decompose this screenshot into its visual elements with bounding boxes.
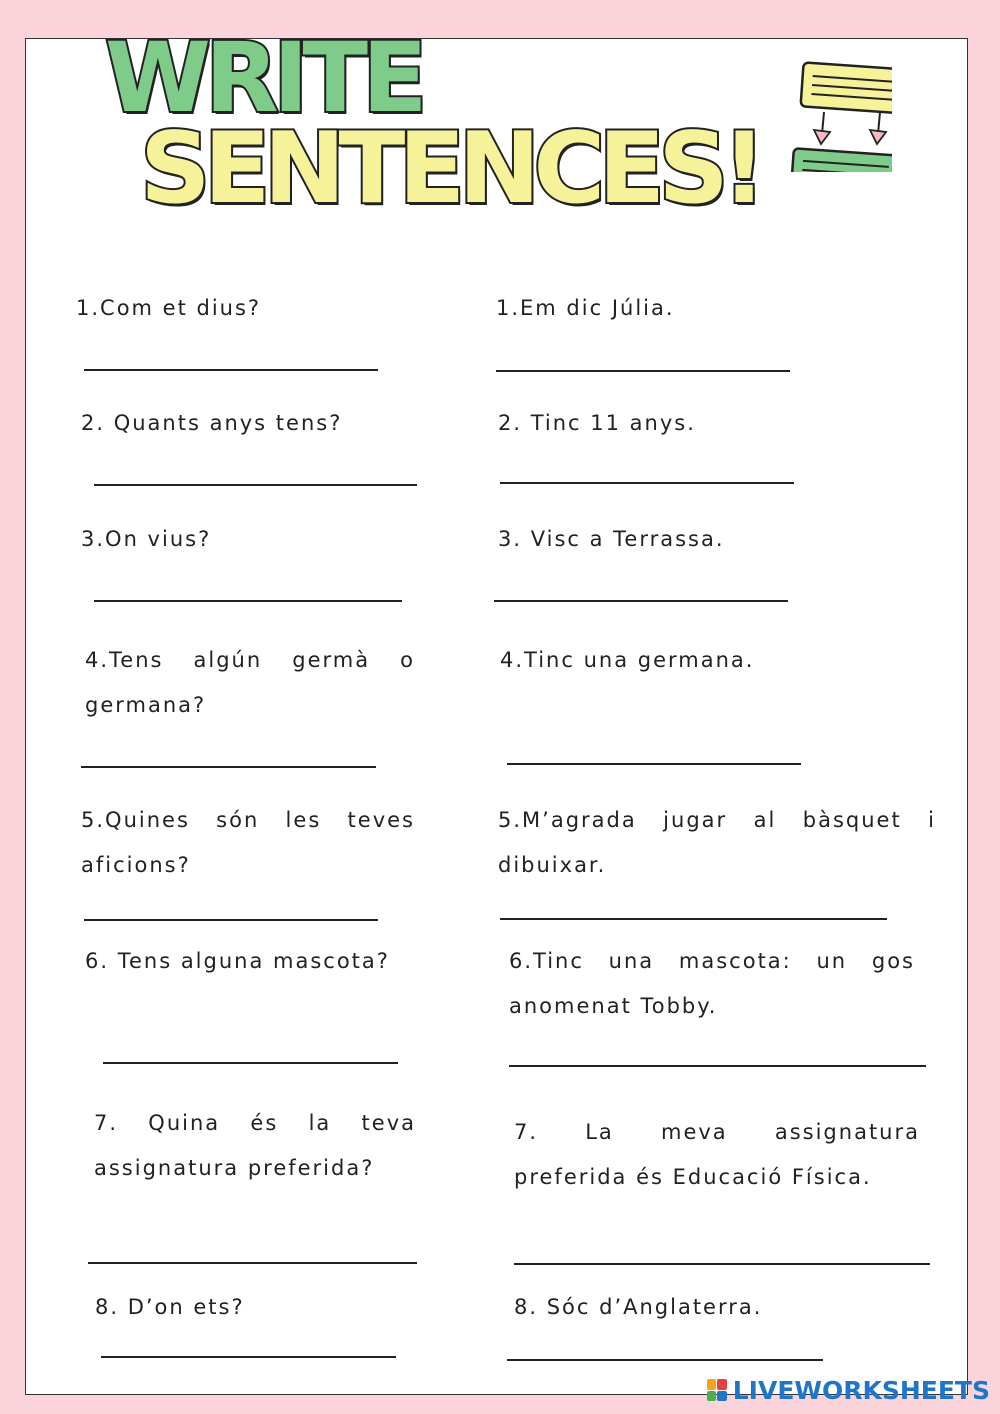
answer-8: 8. Sóc d’Anglaterra. [514,1295,763,1319]
liveworksheets-watermark [707,1374,990,1406]
question-3: 3.On vius? [81,527,212,551]
question-6: 6. Tens alguna mascota? [85,949,390,973]
writing-line-right-2[interactable] [500,482,794,484]
writing-line-left-5[interactable] [84,919,378,921]
answer-3: 3. Visc a Terrassa. [498,527,725,551]
writing-line-right-3[interactable] [494,600,788,602]
question-7: 7. Quina és la teva assignatura preferida? [94,1111,416,1180]
writing-line-right-5[interactable] [500,918,887,920]
writing-line-right-1[interactable] [496,370,790,372]
answer-2: 2. Tinc 11 anys. [498,411,696,435]
writing-line-right-4[interactable] [507,763,801,765]
sentence-transform-icon [762,22,892,172]
liveworksheets-logo-icon [707,1379,727,1401]
question-4: 4.Tens algún germà o germana? [85,648,415,717]
brand-name: LIVEWORKSHEETS [732,1375,990,1405]
writing-line-left-8[interactable] [101,1356,396,1358]
title-sentences: SENTENCES! [140,112,760,226]
writing-line-left-3[interactable] [94,600,402,602]
writing-line-left-2[interactable] [94,484,417,486]
question-2: 2. Quants anys tens? [81,411,343,435]
writing-line-right-6[interactable] [509,1065,926,1067]
writing-line-right-8[interactable] [507,1359,823,1361]
answer-5: 5.M’agrada jugar al bàsquet i dibuixar. [498,808,936,877]
writing-line-right-7[interactable] [514,1263,930,1265]
writing-line-left-1[interactable] [84,369,378,371]
writing-line-left-4[interactable] [81,766,376,768]
answer-7: 7. La meva assignatura preferida és Educació Física. [514,1120,920,1189]
question-1: 1.Com et dius? [76,296,262,320]
title-write: WRITE [105,22,422,134]
answer-1: 1.Em dic Júlia. [496,296,675,320]
question-8: 8. D’on ets? [95,1295,245,1319]
question-5: 5.Quines són les teves aficions? [81,808,415,877]
writing-line-left-6[interactable] [103,1062,398,1064]
answer-4: 4.Tinc una germana. [500,648,755,672]
writing-line-left-7[interactable] [88,1262,417,1264]
answer-6: 6.Tinc una mascota: un gos anomenat Tobby. [509,949,915,1018]
